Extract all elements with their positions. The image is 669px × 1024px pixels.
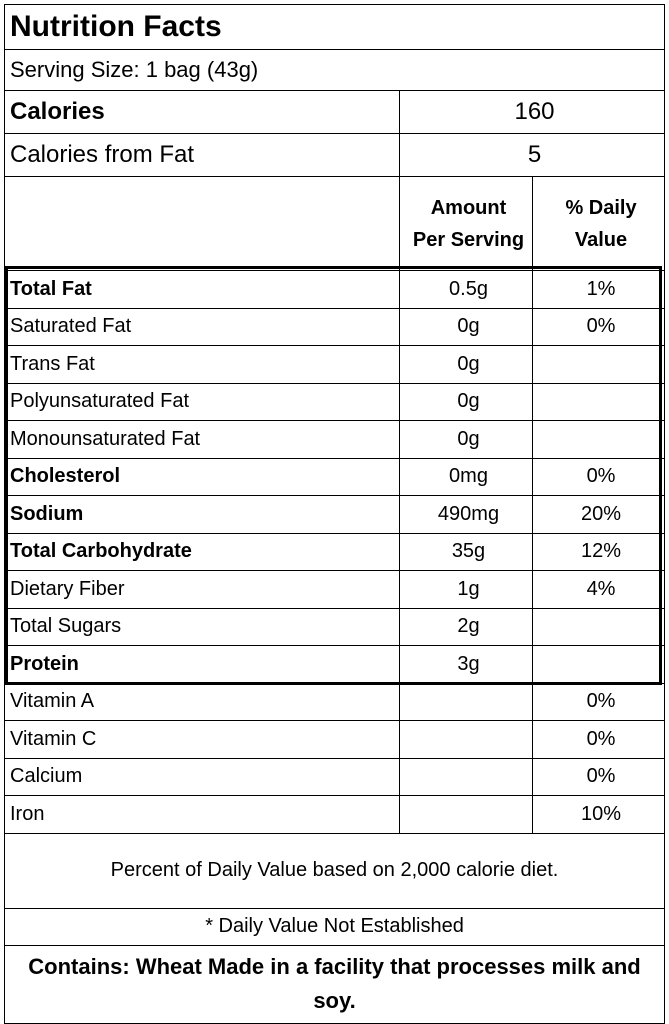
nutrient-row-total-sugars xyxy=(5,608,665,646)
vitamin-name: Vitamin C xyxy=(5,721,400,759)
nutrient-name: Total Carbohydrate xyxy=(5,533,400,571)
vitamin-row-iron xyxy=(5,796,665,834)
nutrient-name: Monounsaturated Fat xyxy=(5,421,400,459)
vitamin-amount xyxy=(400,721,533,759)
nutrient-dv: 4% xyxy=(533,571,665,609)
nutrient-name: Saturated Fat xyxy=(5,308,400,346)
nutrient-amount: 1g xyxy=(400,571,533,609)
nutrient-amount: 0g xyxy=(400,346,533,384)
nutrient-name: Total Sugars xyxy=(5,608,400,646)
nutrient-name: Cholesterol xyxy=(5,458,400,496)
nutrient-row-saturated-fat xyxy=(5,308,665,346)
vitamin-amount xyxy=(400,683,533,721)
nutrient-name: Trans Fat xyxy=(5,346,400,384)
amount-header-line2: Per Serving xyxy=(412,228,525,251)
nutrition-table xyxy=(4,4,665,1024)
calories-fat-label: Calories from Fat xyxy=(5,134,400,177)
header-blank xyxy=(5,177,400,271)
nutrient-dv: 0% xyxy=(533,458,665,496)
calories-fat-value: 5 xyxy=(400,134,665,177)
label-title: Nutrition Facts xyxy=(5,5,665,50)
footnote: * Daily Value Not Established xyxy=(5,908,665,945)
vitamin-name: Calcium xyxy=(5,758,400,796)
vitamin-dv: 0% xyxy=(533,758,665,796)
calories-label: Calories xyxy=(5,91,400,134)
dv-header-line2: Value xyxy=(574,228,628,251)
nutrient-amount: 35g xyxy=(400,533,533,571)
nutrient-dv xyxy=(533,383,665,421)
nutrient-dv: 20% xyxy=(533,496,665,534)
nutrient-row-polyunsaturated-fat xyxy=(5,383,665,421)
vitamin-dv: 0% xyxy=(533,683,665,721)
nutrient-row-total-fat xyxy=(5,271,665,309)
nutrient-dv: 0% xyxy=(533,308,665,346)
nutrient-dv xyxy=(533,421,665,459)
vitamin-name: Iron xyxy=(5,796,400,834)
nutrient-row-trans-fat xyxy=(5,346,665,384)
nutrient-row-dietary-fiber xyxy=(5,571,665,609)
allergen-statement: Contains: Wheat Made in a facility that processes milk and soy. xyxy=(5,945,665,1023)
nutrient-row-monounsaturated-fat xyxy=(5,421,665,459)
vitamin-amount xyxy=(400,796,533,834)
nutrient-row-cholesterol xyxy=(5,458,665,496)
nutrient-row-total-carbohydrate xyxy=(5,533,665,571)
vitamin-amount xyxy=(400,758,533,796)
nutrient-row-sodium xyxy=(5,496,665,534)
daily-value-header xyxy=(533,177,665,271)
nutrient-name: Polyunsaturated Fat xyxy=(5,383,400,421)
nutrient-amount: 2g xyxy=(400,608,533,646)
calories-value: 160 xyxy=(400,91,665,134)
vitamin-name: Vitamin A xyxy=(5,683,400,721)
daily-value-note: Percent of Daily Value based on 2,000 calorie diet. xyxy=(5,833,665,908)
vitamin-dv: 10% xyxy=(533,796,665,834)
nutrient-amount: 0g xyxy=(400,421,533,459)
nutrient-dv: 12% xyxy=(533,533,665,571)
nutrient-dv: 1% xyxy=(533,271,665,309)
vitamin-row-calcium xyxy=(5,758,665,796)
amount-header-line1: Amount xyxy=(430,196,507,219)
vitamin-dv: 0% xyxy=(533,721,665,759)
nutrient-dv xyxy=(533,608,665,646)
vitamin-row-c xyxy=(5,721,665,759)
amount-header xyxy=(400,177,533,271)
nutrient-amount: 3g xyxy=(400,646,533,684)
nutrient-row-protein xyxy=(5,646,665,684)
nutrient-amount: 490mg xyxy=(400,496,533,534)
nutrient-amount: 0g xyxy=(400,383,533,421)
nutrient-dv xyxy=(533,346,665,384)
nutrient-amount: 0mg xyxy=(400,458,533,496)
nutrient-amount: 0g xyxy=(400,308,533,346)
nutrient-amount: 0.5g xyxy=(400,271,533,309)
nutrient-name: Total Fat xyxy=(5,271,400,309)
nutrient-dv xyxy=(533,646,665,684)
nutrient-name: Sodium xyxy=(5,496,400,534)
dv-header-line1: % Daily xyxy=(565,196,637,219)
nutrient-name: Protein xyxy=(5,646,400,684)
serving-size: Serving Size: 1 bag (43g) xyxy=(5,50,665,91)
vitamin-row-a xyxy=(5,683,665,721)
nutrient-name: Dietary Fiber xyxy=(5,571,400,609)
